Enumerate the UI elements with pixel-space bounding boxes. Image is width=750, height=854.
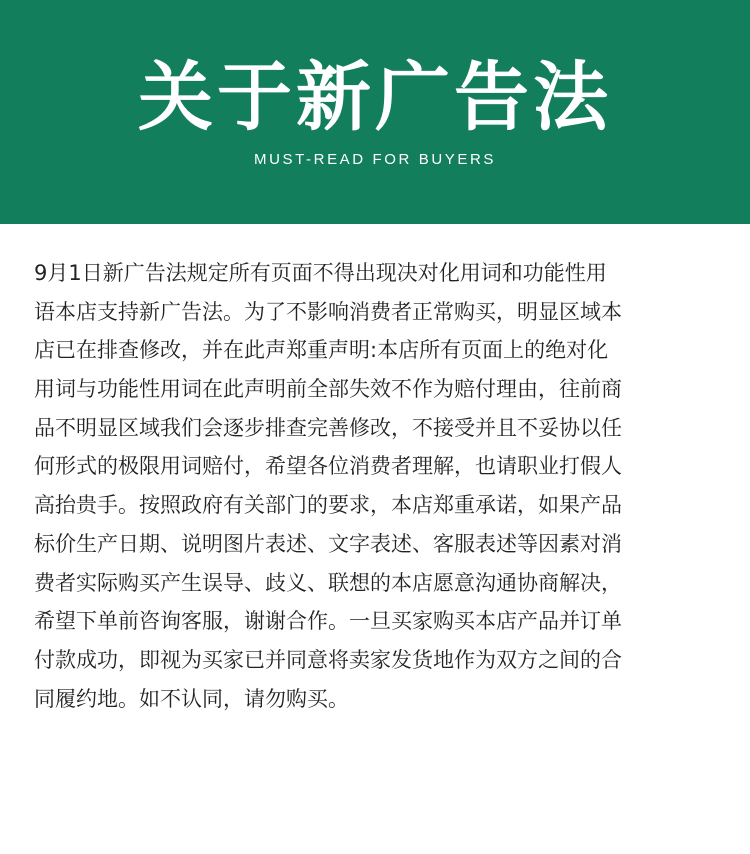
- notice-text: [34, 254, 716, 718]
- notice-line: 同履约地。如不认同，请勿购买。: [34, 686, 349, 711]
- banner-title: 关于新广告法: [137, 53, 612, 141]
- notice-line: 语本店支持新广告法。为了不影响消费者正常购买，明显区域本: [34, 299, 622, 324]
- notice-line: 标价生产日期、说明图片表述、文字表述、客服表述等因素对消: [34, 531, 622, 556]
- notice-line: 付款成功，即视为买家已并同意将卖家发货地作为双方之间的合: [34, 647, 622, 672]
- notice-line: 高抬贵手。按照政府有关部门的要求，本店郑重承诺，如果产品: [34, 493, 622, 518]
- notice-line: 店已在排查修改，并在此声郑重声明:本店所有页面上的绝对化: [34, 338, 609, 363]
- notice-line: 希望下单前咨询客服，谢谢合作。一旦买家购买本店产品并订单: [34, 609, 622, 634]
- notice-line: 用词与功能性用词在此声明前全部失效不作为赔付理由，往前商: [34, 377, 622, 402]
- notice-line: 费者实际购买产生误导、歧义、联想的本店愿意沟通协商解决，: [34, 570, 622, 595]
- notice-line: 何形式的极限用词赔付，希望各位消费者理解，也请职业打假人: [34, 454, 622, 479]
- banner-subtitle: MUST-READ FOR BUYERS: [253, 151, 497, 168]
- notice-line: 品不明显区域我们会逐步排查完善修改，不接受并且不妥协以任: [34, 415, 622, 440]
- notice-line: 9月1日新广告法规定所有页面不得出现决对化用词和功能性用: [34, 261, 607, 285]
- header-banner: [0, 0, 750, 224]
